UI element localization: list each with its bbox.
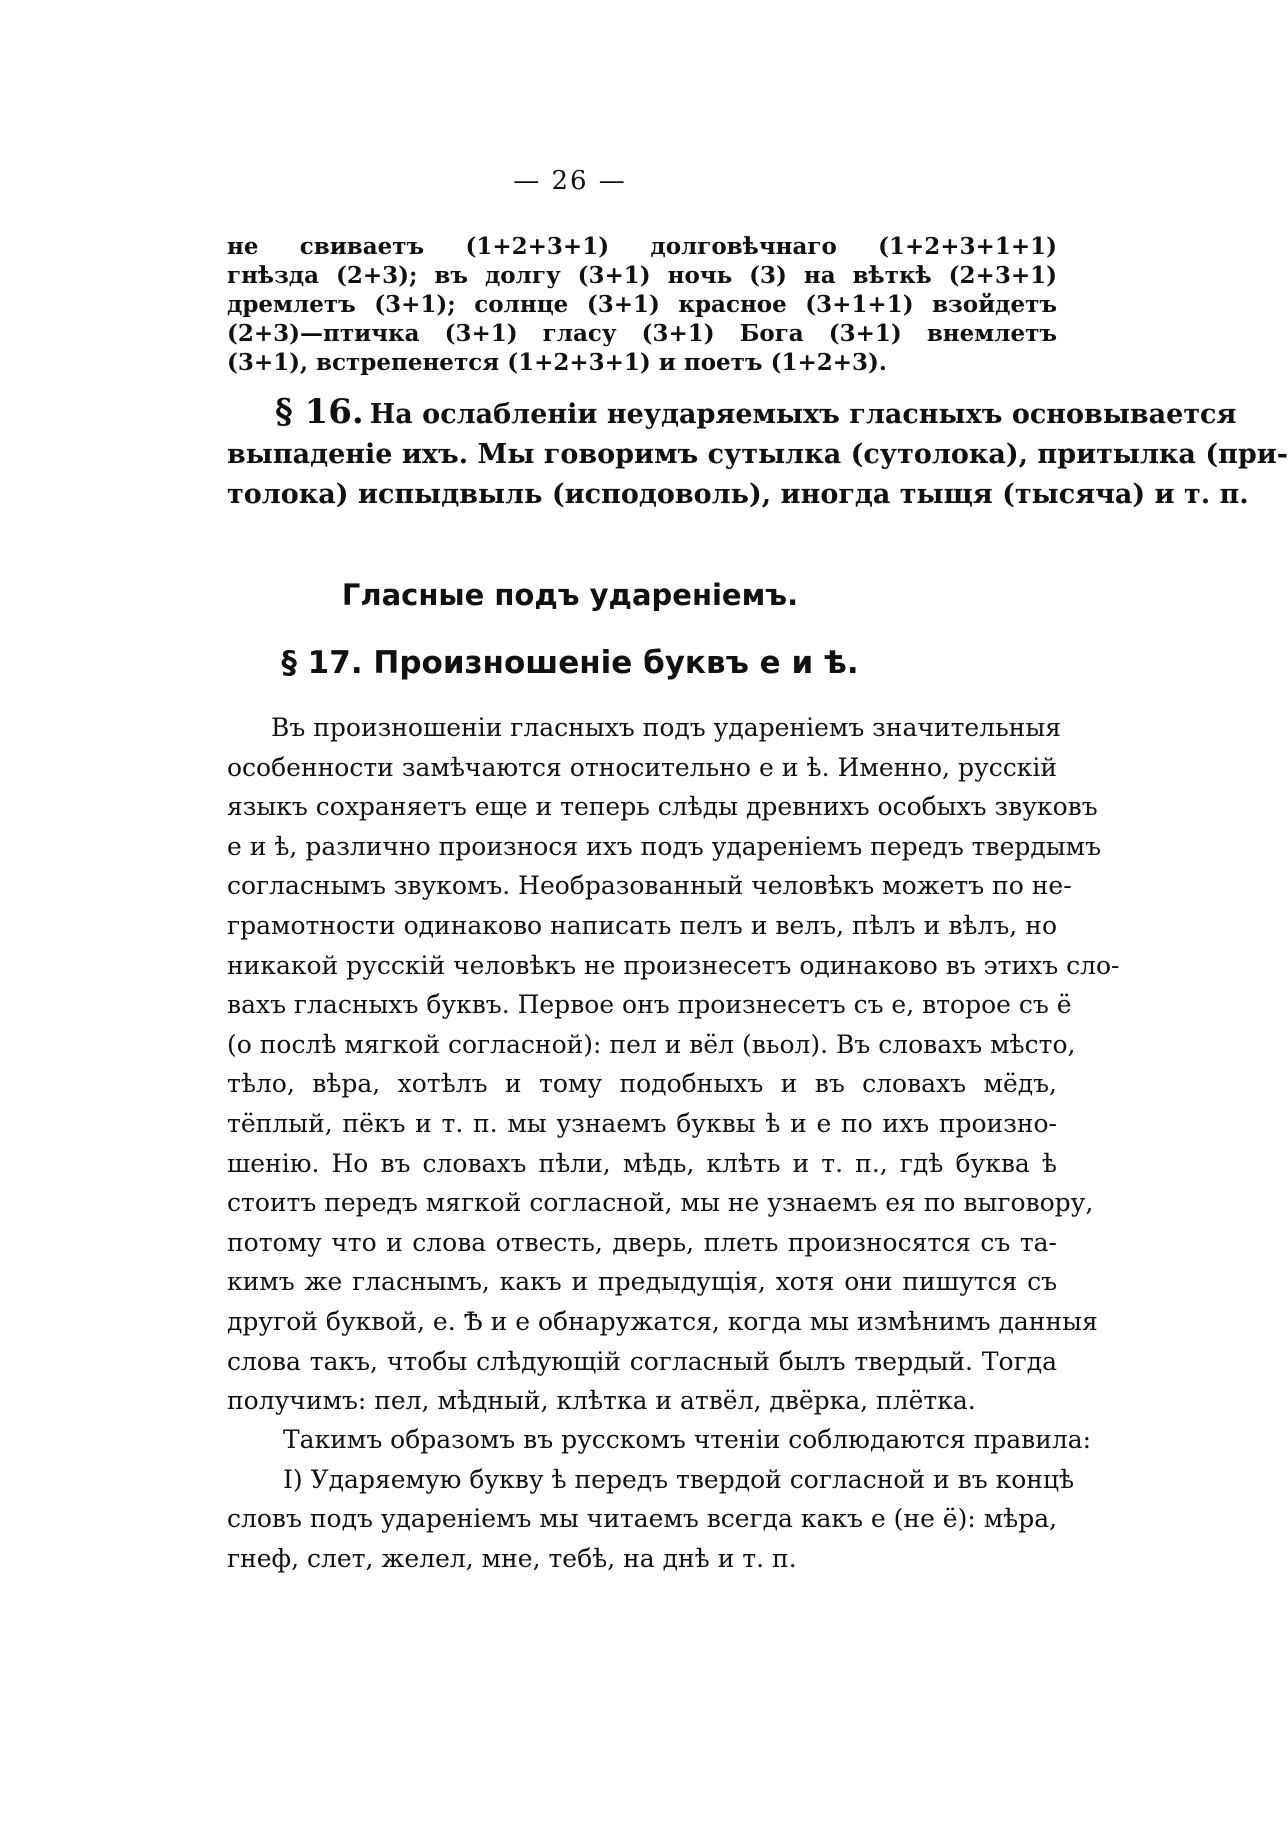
text-line: тёплый, пёкъ и т. п. мы узнаемъ буквы ѣ и е по ихъ произно- [227, 1108, 1057, 1138]
text-line: (о послѣ мягкой согласной): пел и вёл (вьол). Въ словахъ мѣсто, [227, 1029, 1076, 1059]
text-line: тѣло, вѣра, хотѣлъ и тому подобныхъ и въ словахъ мёдъ, [227, 1069, 1057, 1099]
text-line: потому что и слова отвесть, дверь, плеть произносятся съ та- [227, 1227, 1057, 1257]
text-line: кимъ же гласнымъ, какъ и предыдущія, хотя они пишутся съ [227, 1267, 1057, 1297]
text-line: особенности замѣчаются относительно е и ѣ. Именно, русскій [227, 752, 1057, 782]
text-line: (3+1), встрепенется (1+2+3+1) и поетъ (1+2+3). [227, 349, 887, 376]
rules-section [227, 1420, 1092, 1578]
section-16-number: § 16. [275, 392, 364, 432]
page-number: — 26 — [513, 166, 627, 196]
section-heading: Гласные подъ удареніемъ. [341, 578, 799, 612]
text-line: не свиваетъ (1+2+3+1) долговѣчнаго (1+2+3+1+1) [227, 233, 1057, 260]
continuation-paragraph [227, 232, 1057, 377]
rule-1-line: гнеф, слет, желел, мне, тебѣ, на днѣ и т. п. [227, 1543, 797, 1573]
section-16-paragraph [227, 392, 1288, 515]
text-line: дремлетъ (3+1); солнце (3+1) красное (3+1+1) взойдетъ [227, 291, 1057, 318]
text-line: языкъ сохраняетъ еще и теперь слѣды древнихъ особыхъ звуковъ [227, 792, 1098, 822]
text-line: слова такъ, чтобы слѣдующій согласный былъ твердый. Тогда [227, 1346, 1057, 1376]
text-line: шенію. Но въ словахъ пѣли, мѣдь, клѣть и т. п., гдѣ буква ѣ [227, 1148, 1057, 1178]
text-line: получимъ: пел, мѣдный, клѣтка и атвёл, двёрка, плётка. [227, 1386, 976, 1416]
text-line: выпаденіе ихъ. Мы говоримъ сутылка (сутолока), притылка (при- [227, 439, 1288, 470]
text-line: другой буквой, е. Ѣ и е обнаружатся, когда мы измѣнимъ данныя [227, 1306, 1098, 1336]
text-line: Въ произношеніи гласныхъ подъ удареніемъ значительныя [271, 713, 1062, 742]
text-line: согласнымъ звукомъ. Необразованный человѣкъ можетъ по не- [227, 871, 1072, 901]
text-line: толока) испыдвыль (исподоволь), иногда тыщя (тысяча) и т. п. [227, 479, 1249, 510]
text-line: На ослабленіи неударяемыхъ гласныхъ основывается [369, 399, 1237, 430]
text-line: грамотности одинаково написать пелъ и велъ, пѣлъ и вѣлъ, но [227, 910, 1057, 940]
text-line: стоитъ передъ мягкой согласной, мы не узнаемъ ея по выговору, [227, 1188, 1094, 1218]
rules-intro: Такимъ образомъ въ русскомъ чтеніи соблюдаются правила: [283, 1425, 1092, 1454]
text-line: гнѣзда (2+3); въ долгу (3+1) ночь (3) на вѣткѣ (2+3+1) [227, 262, 1057, 289]
text-line: (2+3)—птичка (3+1) гласу (3+1) Бога (3+1) внемлетъ [227, 320, 1057, 347]
section-17-body [227, 708, 1120, 1421]
rule-1-line: словъ подъ удареніемъ мы читаемъ всегда какъ е (не ё): мѣра, [227, 1504, 1058, 1534]
text-line: никакой русскій человѣкъ не произнесетъ одинаково въ этихъ сло- [227, 950, 1120, 980]
section-17-title: § 17. Произношеніе буквъ е и ѣ. [281, 645, 859, 681]
text-line: вахъ гласныхъ буквъ. Первое онъ произнесетъ съ е, второе съ ё [227, 990, 1072, 1020]
text-line: е и ѣ, различно произнося ихъ подъ удареніемъ передъ твердымъ [227, 831, 1102, 861]
rule-1-line: I) Ударяемую букву ѣ передъ твердой согласной и въ концѣ [283, 1464, 1075, 1494]
